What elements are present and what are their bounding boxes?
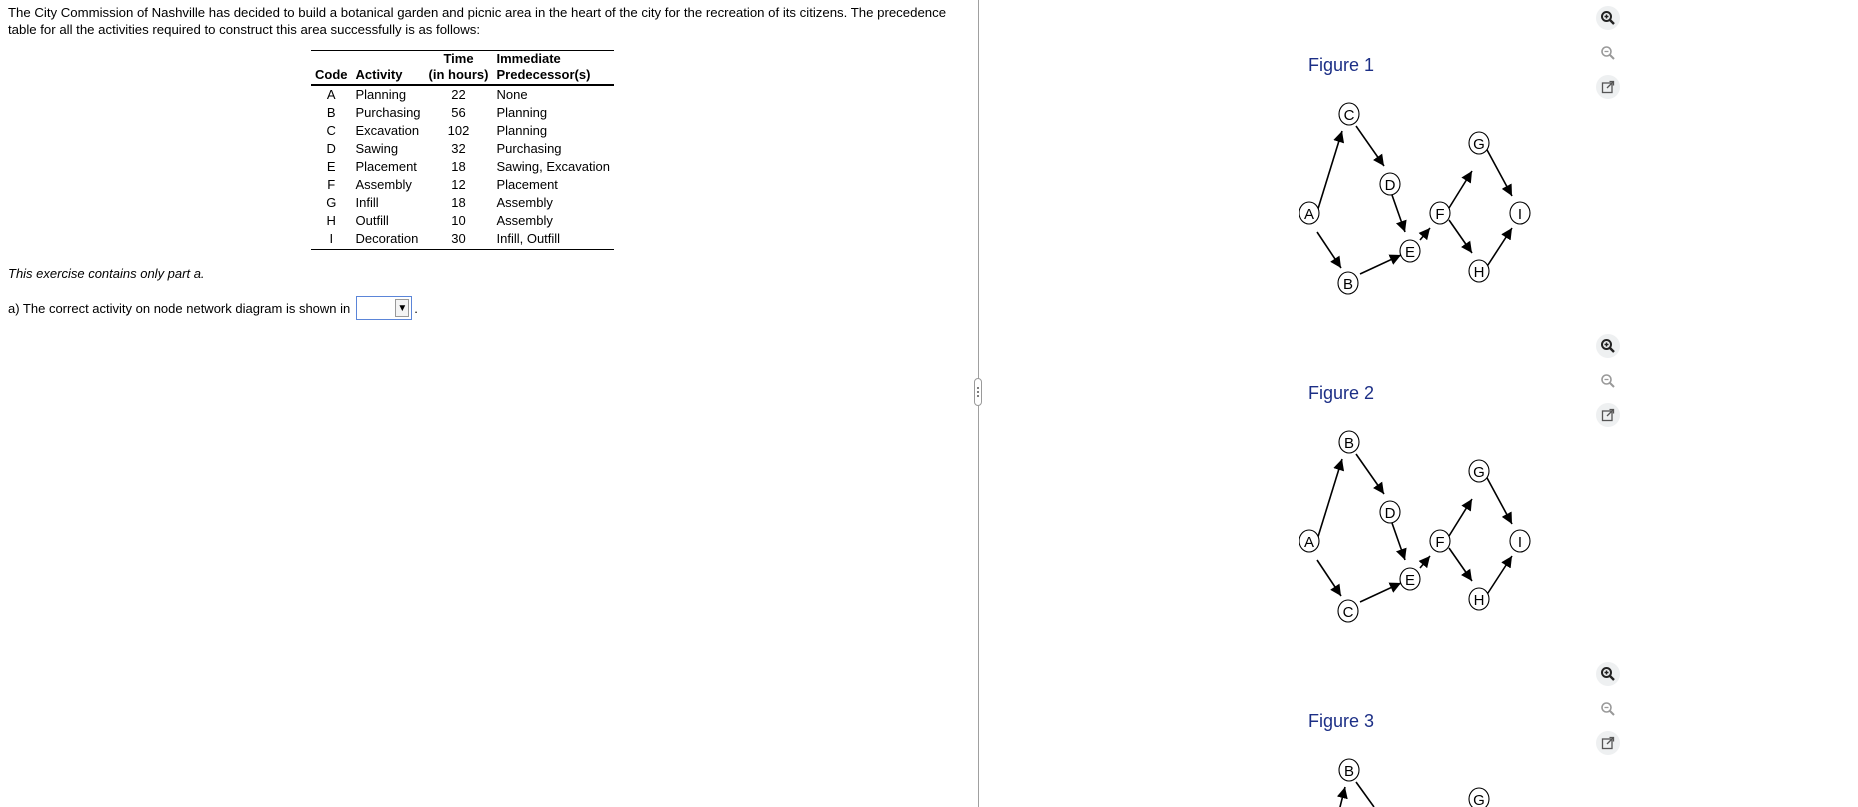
dropdown-arrow-icon[interactable]: ▼ (395, 299, 409, 317)
row-code: I (311, 230, 352, 250)
row-time: 22 (451, 87, 466, 102)
fig1-node-f: F (1435, 206, 1445, 223)
table-row (311, 85, 614, 104)
question-a-label: a) The correct activity on node network diagram is shown in (8, 300, 351, 316)
row-code: A (326, 87, 336, 102)
open-external-icon[interactable] (1596, 731, 1620, 755)
row-predecessor: Planning (496, 123, 548, 138)
row-activity: Decoration (352, 230, 425, 250)
zoom-out-icon[interactable] (1596, 41, 1620, 65)
zoom-out-icon[interactable] (1596, 369, 1620, 393)
fig3-node-top: B (1343, 763, 1355, 780)
row-activity: Purchasing (355, 105, 421, 120)
row-predecessor: Sawing, Excavation (496, 159, 610, 174)
open-external-icon[interactable] (1596, 75, 1620, 99)
question-a (8, 296, 418, 320)
header-activity-spacer (352, 51, 425, 68)
row-time: 32 (451, 141, 466, 156)
figure-1-title: Figure 1 (1308, 55, 1375, 75)
header-activity: Activity (352, 67, 425, 85)
figure-3-diagram (1299, 751, 1559, 807)
figures-pane (979, 0, 1858, 807)
problem-intro: The City Commission of Nashville has decided to build a botanical garden and picnic area in the heart of the city for the recreation of its citizens. The precedence table for all the activities required to construct this area successfully is as follows: (8, 5, 947, 37)
figure-2-diagram (1299, 423, 1559, 623)
row-code: B (326, 105, 336, 120)
fig2-node-a: A (1303, 534, 1315, 551)
row-predecessor: Placement (496, 177, 558, 192)
row-activity: Sawing (355, 141, 399, 156)
row-predecessor: Planning (496, 105, 548, 120)
row-code: H (326, 213, 336, 228)
header-code: Code (311, 67, 352, 85)
row-predecessor: Purchasing (496, 141, 562, 156)
table-row (311, 212, 614, 230)
row-time: 18 (451, 159, 466, 174)
header-code-spacer (311, 51, 352, 68)
row-activity: Infill (355, 195, 379, 210)
fig1-node-a: A (1303, 206, 1315, 223)
precedence-table (311, 50, 614, 250)
row-activity: Outfill (355, 213, 389, 228)
row-code: E (326, 159, 336, 174)
row-code: C (326, 123, 336, 138)
row-predecessor: Infill, Outfill (492, 230, 613, 250)
fig2-node-e: E (1404, 572, 1416, 589)
figure-2-title: Figure 2 (1308, 383, 1375, 403)
fig2-node-d: D (1384, 505, 1396, 522)
row-predecessor: None (496, 87, 528, 102)
open-external-icon[interactable] (1596, 403, 1620, 427)
row-predecessor: Assembly (496, 195, 553, 210)
exercise-note: This exercise contains only part a. (8, 266, 205, 281)
row-code: D (326, 141, 336, 156)
row-activity: Assembly (355, 177, 412, 192)
question-period: . (414, 300, 418, 316)
answer-dropdown[interactable] (356, 296, 412, 320)
figure-3-title: Figure 3 (1308, 711, 1375, 731)
row-time: 12 (451, 177, 466, 192)
fig2-node-i: I (1517, 534, 1523, 551)
fig3-node-g: G (1473, 792, 1485, 807)
figure-1-diagram (1299, 95, 1559, 295)
fig1-node-h: H (1473, 264, 1485, 281)
fig2-node-top: B (1343, 435, 1355, 452)
fig1-node-i: I (1517, 206, 1523, 223)
row-time: 30 (425, 230, 493, 250)
fig2-node-h: H (1473, 592, 1485, 609)
zoom-in-icon[interactable] (1596, 6, 1620, 30)
row-time: 102 (447, 123, 470, 138)
row-time: 10 (451, 213, 466, 228)
fig1-node-top: C (1343, 107, 1355, 124)
table-row (311, 122, 614, 140)
table-row (311, 158, 614, 176)
row-activity: Planning (355, 87, 407, 102)
row-code: F (327, 177, 336, 192)
row-code: G (326, 195, 337, 210)
table-row (311, 104, 614, 122)
fig1-node-g: G (1473, 136, 1485, 153)
fig1-node-e: E (1404, 244, 1416, 261)
table-row (311, 230, 614, 250)
header-time-line1: Time (425, 51, 493, 68)
fig2-node-bottom: C (1342, 604, 1354, 621)
fig2-node-g: G (1473, 464, 1485, 481)
table-row (311, 140, 614, 158)
table-row (311, 194, 614, 212)
fig1-node-bottom: B (1342, 276, 1354, 293)
fig1-node-d: D (1384, 177, 1396, 194)
fig2-node-f: F (1435, 534, 1445, 551)
row-time: 18 (451, 195, 466, 210)
header-pred-line2: Predecessor(s) (492, 67, 613, 85)
header-pred-line1: Immediate (492, 51, 613, 68)
row-activity: Placement (355, 159, 417, 174)
zoom-in-icon[interactable] (1596, 334, 1620, 358)
table-row (311, 176, 614, 194)
zoom-in-icon[interactable] (1596, 662, 1620, 686)
zoom-out-icon[interactable] (1596, 697, 1620, 721)
header-time-line2: (in hours) (425, 67, 493, 85)
row-time: 56 (451, 105, 466, 120)
row-activity: Excavation (355, 123, 420, 138)
row-predecessor: Assembly (496, 213, 553, 228)
